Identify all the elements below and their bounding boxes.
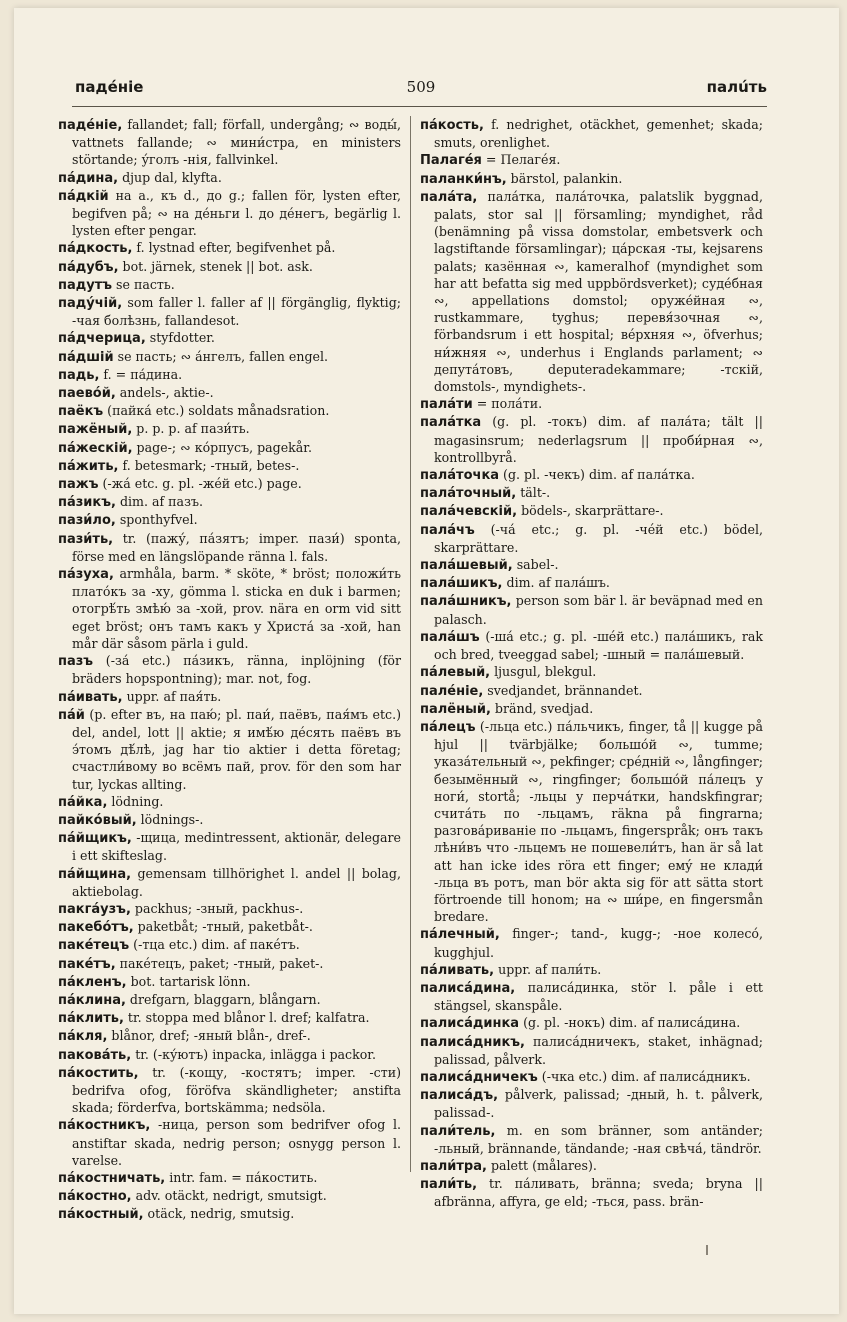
dictionary-entry: [58, 276, 401, 294]
header-rule: [72, 106, 767, 107]
headword: палиса́дина,: [420, 980, 516, 996]
dictionary-entry: [58, 1009, 401, 1027]
headword: па́жескій,: [58, 440, 133, 456]
dictionary-entry: [420, 961, 763, 979]
dictionary-entry: [58, 475, 401, 493]
headword: па́костно,: [58, 1189, 132, 1205]
dictionary-entry: [58, 955, 401, 973]
definition: se пасть.: [112, 276, 175, 292]
definition: -щица, medintressent, aktionär, delegare i ett skifteslag.: [72, 830, 401, 864]
headword: пази́ть,: [58, 531, 114, 547]
left-column: [58, 116, 401, 1224]
headword: па́дина,: [58, 170, 119, 186]
dictionary-entry: [58, 1187, 401, 1205]
dictionary-entry: [420, 170, 763, 188]
definition: f. betesmark; -тный, betes-.: [118, 457, 300, 473]
dictionary-entry: [420, 1175, 763, 1210]
headword: па́дкость,: [58, 241, 133, 257]
dictionary-entry: [420, 700, 763, 718]
definition: tr. (-кощу, -костятъ; imper. -сти) bedrifva ofog, föröfva skändligheter; anstifta skada; förderfva, bortskämma; nedsöla.: [72, 1064, 401, 1116]
dictionary-entry: [420, 466, 763, 484]
headword: пакéтъ,: [58, 956, 116, 972]
dictionary-entry: [420, 663, 763, 681]
definition: pålverk, palissad; -дный, h. t. pålverk, palissad-.: [434, 1087, 763, 1121]
headword: па́жить,: [58, 458, 119, 474]
definition: tält-.: [516, 485, 551, 501]
dictionary-entry: [58, 1027, 401, 1045]
dictionary-entry: [420, 1033, 763, 1068]
headword: пазъ: [58, 654, 94, 670]
headword: па́лечный,: [420, 927, 500, 943]
headword: па́костничать,: [58, 1170, 166, 1186]
definition: fallandet; fall; förfall, undergång; ∾ воды́, vattnets fallande; ∾ мини́стра, en ministers störtande; у́голъ -нія, fallvinkel.: [72, 117, 401, 168]
dictionary-entry: [420, 413, 763, 466]
headword: па́дкій: [58, 188, 109, 204]
definition: dim. af пазъ.: [115, 494, 203, 510]
definition: f. nedrighet, otäckhet, gemenhet; skadа; smuts, orenlighet.: [434, 117, 763, 151]
definition: djup dal, klyfta.: [118, 169, 222, 185]
definition: adv. otäckt, nedrigt, smutsigt.: [131, 1188, 327, 1204]
definition: (g. pl. -нокъ) dim. af палиса́дина.: [519, 1015, 741, 1031]
dictionary-entry: [58, 829, 401, 864]
definition: пала́тка, пала́точка, palatslik byggnad, palats, stor sal || församling; myndighet, råd (benämning på vissa domstolar, embetsverk och lagstiftande församlingar); ца́рская -ты, kejsarens palats; казённая ∾, kameralhof (myndighet som har att befatta sig med uppbördsverket); суде́бная ∾, appellations domstol; оруже́йная ∾, rustkammare, tyghus; перевя́зочная ∾, förbandsrum i ett hospital; вéрхняя ∾, öfverhus; ни́жняя ∾, underhus i Englands parlament; ∾ депута́товъ, deputeradekammare; -тскій, domstols-, myndighets-.: [434, 188, 763, 395]
definition: blånor, dref; -яный blån-, dref-.: [107, 1028, 311, 1044]
definition: (-чка etc.) dim. af палиса́дникъ.: [537, 1068, 751, 1084]
dictionary-entry: [58, 565, 401, 652]
definition: (пайка́ etc.) soldats månadsration.: [103, 403, 330, 419]
definition: page-; ∾ ко́рпусъ, pagekår.: [132, 439, 312, 455]
dictionary-entry: [58, 991, 401, 1009]
headword: пакебо́тъ,: [58, 920, 134, 936]
right-column: [420, 116, 763, 1211]
headword: пала́шъ: [420, 629, 480, 645]
headword: пакга́узъ,: [58, 901, 131, 917]
dictionary-entry: [420, 521, 763, 556]
definition: (g. pl. -чекъ) dim. af пала́тка.: [499, 467, 695, 483]
headword: па́костный,: [58, 1207, 144, 1223]
headword: палиса́дъ,: [420, 1088, 499, 1104]
headword: пала́точка: [420, 468, 500, 484]
definition: палиса́динка, stör l. påle i ett stängsel, skanspåle.: [434, 979, 763, 1014]
definition: f. = па́дина.: [99, 366, 183, 382]
dictionary-entry: [420, 592, 763, 627]
headword: пакова́ть,: [58, 1047, 132, 1063]
definition: на a., къ d., до g.; fallen för, lysten efter, begifven på; ∾ на де́ньги l. до дéнегъ, begärlig l. lysten efter pengar.: [72, 187, 401, 239]
dictionary-entry: [420, 188, 763, 395]
definition: gemensam tillhörighet l. andel || bolag, aktiebolag.: [72, 865, 401, 899]
definition: paketbåt; -тный, paketbåt-.: [133, 919, 313, 935]
dictionary-entry: [420, 1068, 763, 1086]
headword: пала́тка: [420, 415, 482, 431]
dictionary-entry: [58, 706, 401, 793]
page-number: 509: [406, 78, 436, 96]
dictionary-entry: [420, 574, 763, 592]
definition: sabel-.: [512, 557, 559, 573]
headword: паево́й,: [58, 386, 116, 402]
dictionary-entry: [58, 457, 401, 475]
dictionary-entry: [58, 402, 401, 420]
dictionary-entry: [58, 1116, 401, 1169]
dictionary-entry: [420, 682, 763, 700]
definition: (-за́ etc.) па́зикъ, ränna, inplöjning (för bräders hopspontning); mar. not, fog.: [72, 653, 401, 687]
dictionary-entry: [420, 484, 763, 502]
definition: armhåla, barm. * sköte, * bröst; положи́ть плато́къ за -ху, gömma l. sticka en duk i barmen; отогрѣ́ть змѣю́ за -хой, prov. nära en orm vid sitt eget bröst; онъ тамъ какъ у Христа́ за -хой, han mår där såsom pärla i guld.: [72, 566, 401, 651]
definition: uppr. af пая́ть.: [122, 688, 222, 704]
dictionary-entry: [420, 116, 763, 151]
definition: p. p. p. af пази́ть.: [132, 421, 250, 437]
definition: palett (målares).: [486, 1157, 597, 1173]
dictionary-entry: [58, 1169, 401, 1187]
dictionary-entry: [58, 493, 401, 511]
headword: пали́тель,: [420, 1123, 496, 1139]
headword: пажёный,: [58, 422, 133, 438]
definition: otäck, nedrig, smutsig.: [143, 1206, 295, 1222]
dictionary-entry: [420, 1122, 763, 1157]
definition: (-льца etc.) па́льчикъ, finger, tå || kugge på hjul || tvärbjälke; большо́й ∾, tumme; указа́тельный ∾, pekfinger; срéдній ∾, långfinger; безымённый ∾, ringfinger; большо́й па́лецъ у ноги́, stortå; -льцы у перча́тки, handskfingrar; счита́ть по -льцамъ, räkna på fingrarna; разгова́риванiе по -льцамъ, fingerspråk; онъ такъ лѣни́въ что -льцемъ не пошевели́тъ, han är så lat att han icke ides röra ett finger; емý не клади́ -льца въ ротъ, man bör akta sig för att sätta stort förtroende till honom; на ∾ ши́ре, en fingersmån bredare.: [434, 718, 763, 925]
column-divider: [410, 116, 411, 1172]
headword: пажъ: [58, 477, 99, 493]
dictionary-entry: [58, 973, 401, 991]
headword: пала́шевый,: [420, 558, 513, 574]
definition: drefgarn, blaggarn, blångarn.: [125, 991, 321, 1007]
headword: падь,: [58, 367, 100, 383]
definition: styfdotter.: [145, 330, 215, 346]
headword: пала́шникъ,: [420, 594, 512, 610]
definition: uppr. af пали́ть.: [494, 961, 602, 977]
definition: dim. af пала́шъ.: [502, 575, 610, 591]
headword: пала́та,: [420, 189, 478, 205]
left-guide-word: падéніе: [75, 78, 144, 96]
definition: se пасть; ∾ а́нгелъ, fallen engel.: [113, 348, 329, 364]
dictionary-entry: [420, 151, 763, 169]
definition: packhus; -зный, packhus-.: [130, 900, 304, 916]
headword: пала́чевскій,: [420, 504, 518, 520]
dictionary-entry: [420, 979, 763, 1014]
headword: паду́чій,: [58, 296, 123, 312]
headword: пайко́вый,: [58, 812, 137, 828]
headword: па́ивать,: [58, 689, 123, 705]
headword: палёный,: [420, 701, 491, 717]
dictionary-entry: [420, 556, 763, 574]
dictionary-entry: [58, 384, 401, 402]
dictionary-entry: [58, 1064, 401, 1117]
headword: пази́ло,: [58, 513, 116, 529]
dictionary-entry: [58, 366, 401, 384]
dictionary-entry: [58, 439, 401, 457]
headword: па́лецъ: [420, 719, 476, 735]
dictionary-entry: [58, 688, 401, 706]
headword: па́йщина,: [58, 866, 132, 882]
definition: (-жа́ etc. g. pl. -жéй etc.) page.: [98, 476, 302, 492]
definition: (-ша́ etc.; g. pl. -шéй etc.) пала́шикъ, rak och bred, tveeggad sabel; -шный = пала́шевый.: [434, 628, 763, 663]
dictionary-entry: [420, 1086, 763, 1121]
headword: палиса́дникъ,: [420, 1034, 525, 1050]
definition: = пола́ти.: [472, 396, 543, 412]
headword: па́йщикъ,: [58, 831, 132, 847]
headword: палиса́динка: [420, 1016, 520, 1032]
definition: f. lystnad efter, begifvenhet på.: [132, 240, 336, 256]
dictionary-entry: [58, 511, 401, 529]
definition: lödnings-.: [136, 811, 204, 827]
definition: bot. järnek, stenek || bot. ask.: [118, 258, 313, 274]
definition: ljusgul, blekgul.: [490, 664, 597, 680]
dictionary-entry: [58, 793, 401, 811]
headword: па́костить,: [58, 1065, 139, 1081]
headword: па́кленъ,: [58, 974, 127, 990]
dictionary-entry: [58, 1046, 401, 1064]
headword: паланки́нъ,: [420, 171, 507, 187]
headword: палиса́дничекъ: [420, 1069, 538, 1085]
headword: пали́тра,: [420, 1158, 487, 1174]
definition: (g. pl. -токъ) dim. af пала́та; tält || magasinsrum; nederlagsrum || проби́рная ∾, kontrollbyrå.: [434, 414, 763, 465]
right-guide-word: палúть: [706, 78, 767, 96]
definition: intr. fam. = па́костить.: [165, 1169, 318, 1185]
dictionary-entry: [420, 718, 763, 925]
dictionary-entry: [420, 502, 763, 520]
dictionary-entry: [58, 258, 401, 276]
dictionary-entry: [420, 1014, 763, 1032]
dictionary-entry: [58, 811, 401, 829]
definition: tr. (пажу́, па́зятъ; imper. пази́) sponta, förse med en längslöpande ränna l. fals.: [72, 530, 401, 564]
headword: Палагéя: [420, 153, 482, 169]
definition: tr. (-ку́ютъ) inpacka, inlägga i packor.: [131, 1046, 376, 1062]
definition: пакéтецъ, paket; -тный, paket-.: [115, 955, 324, 971]
dictionary-entry: [58, 169, 401, 187]
headword: пакéтецъ: [58, 938, 130, 954]
page-mark: [706, 1245, 708, 1255]
definition: (p. efter въ, на паю́; pl. паи́, паёвъ, пая́мъ etc.) del, andel, lott || aktie; я имѣ́ю дéсять паёвъ въ э́томъ дѣ́лѣ, jag har tio aktier i detta företag; счастли́вому во всёмъ пай, prov. för den som har tur, lyckas allting.: [72, 706, 401, 792]
definition: bot. tartarisk lönn.: [126, 973, 251, 989]
headword: па́левый,: [420, 665, 491, 681]
headword: па́дшій: [58, 349, 114, 365]
definition: -ница, person som bedrifver ofog l. anstiftar skada, nedrig person; osnygg person l. varelse.: [72, 1117, 401, 1168]
headword: па́зикъ,: [58, 495, 116, 511]
headword: па́кость,: [420, 118, 484, 133]
headword: паёкъ: [58, 404, 104, 420]
page-header: [75, 78, 767, 104]
headword: па́йка,: [58, 794, 108, 810]
headword: па́костникъ,: [58, 1118, 151, 1134]
definition: bärstol, palankin.: [506, 170, 623, 186]
dictionary-entry: [58, 239, 401, 257]
dictionary-entry: [58, 348, 401, 366]
dictionary-entry: [420, 925, 763, 960]
dictionary-entry: [58, 116, 401, 169]
definition: finger-; tand-, kugg-; -ное колесо́, kugghjul.: [434, 926, 763, 960]
dictionary-entry: [58, 1205, 401, 1223]
headword: па́зуха,: [58, 567, 114, 583]
definition: som faller l. faller af || förgänglig, flyktig; -чая болѣзнь, fallandesot.: [72, 295, 401, 329]
dictionary-entry: [58, 900, 401, 918]
headword: па́клина,: [58, 992, 126, 1008]
dictionary-entry: [58, 918, 401, 936]
headword: пала́ти: [420, 397, 473, 413]
dictionary-entry: [58, 294, 401, 329]
headword: па́клить,: [58, 1011, 124, 1027]
definition: (-ча́ etc.; g. pl. -чéй etc.) bödel, skarprättare.: [434, 521, 763, 555]
definition: bränd, svedjad.: [490, 700, 594, 716]
dictionary-entry: [420, 628, 763, 663]
headword: палéніе,: [420, 683, 484, 699]
definition: svedjandet, brännandet.: [483, 682, 643, 698]
dictionary-entry: [58, 329, 401, 347]
dictionary-entry: [58, 865, 401, 900]
headword: па́ливать,: [420, 962, 495, 978]
definition: person som bär l. är beväpnad med en palasch.: [434, 593, 763, 627]
dictionary-entry: [58, 936, 401, 954]
definition: andels-, aktie-.: [115, 385, 214, 401]
headword: пала́точный,: [420, 486, 517, 502]
headword: падéніе,: [58, 118, 123, 133]
headword: падутъ: [58, 277, 113, 293]
definition: = Пелагéя.: [481, 152, 561, 168]
dictionary-entry: [58, 420, 401, 438]
definition: sponthyfvel.: [115, 512, 198, 528]
dictionary-entry: [58, 530, 401, 565]
definition: tr. па́ливать, bränna; sveda; bryna || afbränna, affyra, ge eld; -ться, pass. brän-: [434, 1176, 763, 1210]
headword: па́дчерица,: [58, 331, 146, 347]
headword: па́дубъ,: [58, 259, 119, 275]
definition: (-тца etc.) dim. af пакéтъ.: [129, 937, 300, 953]
definition: tr. stoppa med blånor l. dref; kalfatra.: [123, 1010, 370, 1026]
definition: m. en som bränner, som antänder; -льный, brännande, tändande; -ная свѣча́, tändrör.: [434, 1122, 763, 1156]
headword: пали́ть,: [420, 1177, 478, 1193]
dictionary-entry: [58, 187, 401, 240]
definition: lödning.: [107, 793, 164, 809]
definition: bödels-, skarprättare-.: [517, 503, 664, 519]
headword: пала́чъ: [420, 522, 475, 538]
dictionary-entry: [420, 1157, 763, 1175]
definition: палиса́дничекъ, staket, inhägnad; palissad, pålverk.: [434, 1033, 763, 1067]
dictionary-entry: [420, 395, 763, 413]
headword: пала́шикъ,: [420, 576, 503, 592]
headword: па́й: [58, 707, 85, 723]
dictionary-entry: [58, 652, 401, 687]
headword: па́кля,: [58, 1029, 108, 1045]
